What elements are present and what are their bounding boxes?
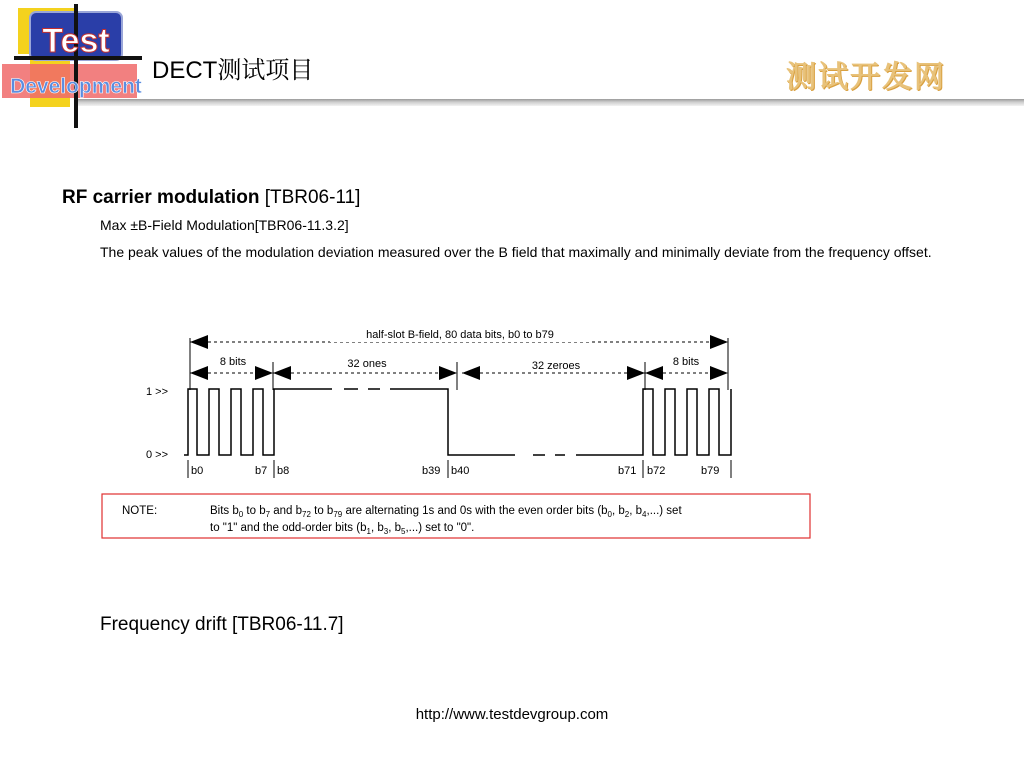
span-label: half-slot B-field, 80 data bits, b0 to b79 (366, 329, 554, 341)
description: The peak values of the modulation deviation measured over the B field that maximally and minimally deviate from the frequency offset. (100, 244, 932, 260)
bit-label-b72: b72 (647, 465, 666, 477)
test-development-logo (0, 0, 150, 130)
bit-label-b8: b8 (277, 465, 290, 477)
level-low-label: 0 >> (146, 449, 169, 461)
frequency-drift-heading: Frequency drift [TBR06-11.7] (100, 614, 344, 635)
bit-label-b0: b0 (191, 465, 204, 477)
section-heading-bold: RF carrier modulation (62, 187, 260, 208)
page-title: DECT测试项目 (152, 57, 314, 84)
timing-diagram-svg (100, 320, 815, 545)
section-heading (62, 187, 360, 209)
segment-label-2: 32 ones (347, 358, 387, 370)
logo-text-test: Test (42, 22, 110, 60)
level-high-label: 1 >> (146, 386, 169, 398)
note-line-1: Bits $b_0$ to $b_7$ and $b_{72}$ to $b_{79}$ are alternating 1s and 0s with the even order bits ($b_0$, $b_2$, $b_4$,...) set (210, 505, 682, 519)
segment-label-4: 8 bits (672, 356, 700, 368)
header-divider (78, 99, 1024, 106)
bit-label-b40: b40 (451, 465, 470, 477)
bit-label-b39: b39 (422, 465, 441, 477)
section-heading-ref: [TBR06-11] (259, 187, 361, 208)
segment-label-3: 32 zeroes (531, 360, 581, 372)
sub-item: Max ±B-Field Modulation[TBR06-11.3.2] (100, 217, 349, 233)
extension-lines (190, 338, 728, 390)
bit-label-b79: b79 (701, 465, 720, 477)
bit-label-b71: b71 (618, 465, 637, 477)
site-watermark: 测试开发网 (786, 61, 946, 94)
logo-text-development: Development (10, 75, 142, 98)
waveform (184, 389, 731, 455)
logo-graphic (0, 0, 150, 130)
note-label: NOTE: (122, 505, 158, 517)
bit-label-b7: b7 (255, 465, 268, 477)
note-line-2: to "1" and the odd-order bits ($b_1$, $b_3$, $b_5$,...) set to "0". (210, 522, 475, 536)
bit-timing-diagram (100, 320, 815, 545)
footer-url: http://www.testdevgroup.com (415, 706, 609, 723)
segment-label-1: 8 bits (219, 356, 247, 368)
